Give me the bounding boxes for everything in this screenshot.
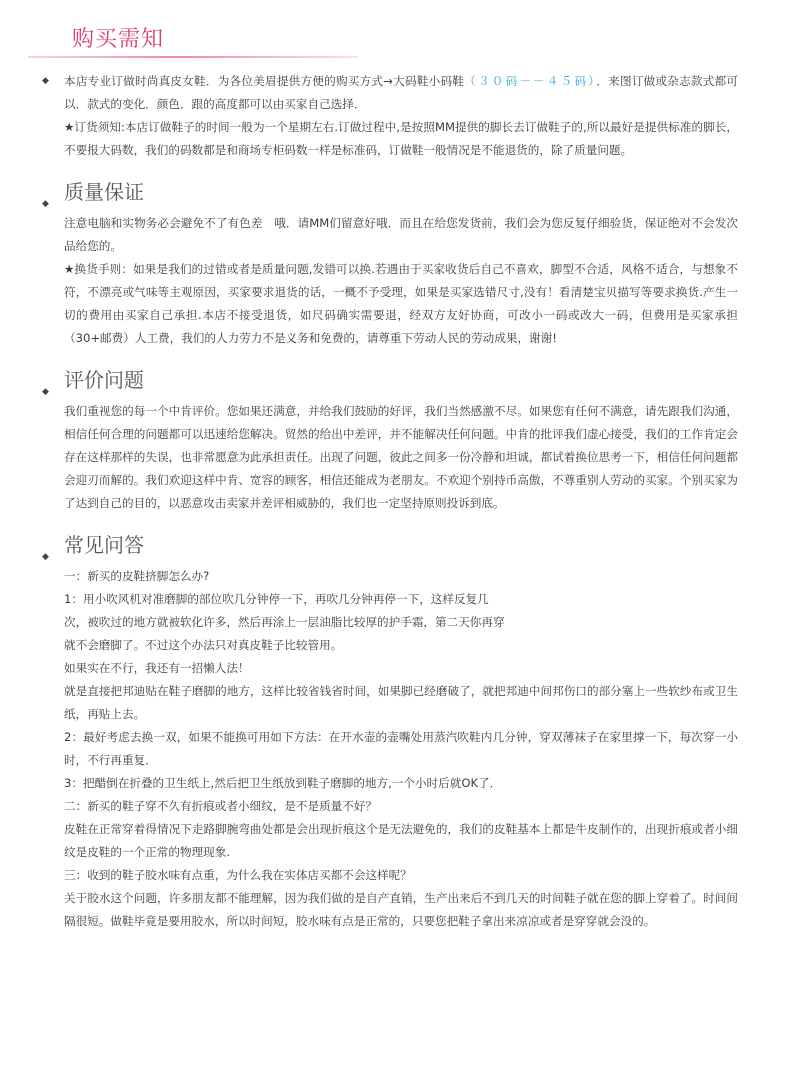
faq-section bbox=[42, 525, 738, 933]
bullet-icon: ◆ bbox=[42, 387, 49, 397]
page-title: 购买需知 bbox=[72, 27, 165, 52]
faq-line: 2：最好考虑去换一双，如果不能换可用如下方法：在开水壶的壶嘴处用蒸汽吹鞋内几分钟，穿双薄袜子在家里撑一下，每次穿一小时，不行再重复． bbox=[64, 730, 738, 767]
intro-section bbox=[42, 70, 738, 162]
review-heading-text: 评价问题 bbox=[64, 368, 144, 392]
bullet-icon: ◆ bbox=[42, 199, 49, 209]
faq-line: 1：用小吹风机对准磨脚的部位吹几分钟停一下，再吹几分钟再停一下，这样反复几 bbox=[64, 592, 489, 606]
quality-paragraph-2: ★换货手则：如果是我们的过错或者是质量问题,发错可以换.若遇由于买家收货后自己不喜欢，脚型不合适，风格不适合，与想象不符，不漂亮或气味等主观原因，买家要求退货的话，一概不予受理，如果是买家选错尺寸,没有！看清楚宝贝描写等要求换货.产生一切的费用由买家自己承担.本店不接受退货，如尺码确实需要退，经双方友好协商，可改小一码或改大一码，但费用是买家承担（30+邮费）人工费，我们的人力劳力不是义务和免费的，请尊重下劳动人民的劳动成果，谢谢! bbox=[64, 262, 738, 345]
review-paragraph: 我们重视您的每一个中肯评价。您如果还满意，并给我们鼓励的好评，我们当然感激不尽。如果您有任何不满意，请先跟我们沟通，相信任何合理的问题都可以迅速给您解决。贸然的给出中差评，并不能解决任何问题。中肯的批评我们虚心接受，我们的工作肯定会存在这样那样的失误，也非常愿意为此承担责任。出现了问题，彼此之间多一份冷静和坦诚，都试着换位思考一下，相信任何问题都会迎刃而解的。我们欢迎这样中肯、宽容的顾客，相信还能成为老朋友。不欢迎个别持币高傲，不尊重别人劳动的买家。个别买家为了达到自己的目的，以恶意攻击卖家并差评相威胁的，我们也一定坚持原则投诉到底。 bbox=[64, 404, 738, 510]
faq-heading-text: 常见问答 bbox=[64, 533, 144, 557]
header bbox=[0, 0, 790, 60]
intro-paragraph bbox=[48, 70, 738, 116]
size-range-highlight: （３０码－－４５码） bbox=[464, 74, 597, 88]
faq-line: 皮鞋在正常穿着得情况下走路脚腕弯曲处都是会出现折痕这个是无法避免的，我们的皮鞋基本上都是牛皮制作的，出现折痕或者小细纹是皮鞋的一个正常的物理现象. bbox=[64, 822, 738, 859]
intro-text-a: 本店专业订做时尚真皮女鞋．为各位美眉提供方便的购买方式→大码鞋小码鞋 bbox=[64, 74, 465, 88]
intro-text-b: ．来图订做或杂志款式都可以．款式的变化．颜色．跟的高度都可以由买家自己选择． bbox=[64, 74, 738, 111]
quality-section bbox=[42, 172, 738, 350]
bullet-icon: ◆ bbox=[42, 76, 49, 86]
faq-line: 三：收到的鞋子胶水味有点重，为什么我在实体店买都不会这样呢？ bbox=[64, 868, 412, 882]
title-underline bbox=[28, 56, 358, 58]
faq-line: 关于胶水这个问题，许多朋友都不能理解，因为我们做的是自产直销，生产出来后不到几天的时间鞋子就在您的脚上穿着了。时间间隔很短。做鞋毕竟是要用胶水，所以时间短，胶水味有点是正常的，只要您把鞋子拿出来凉凉或者是穿穿就会没的。 bbox=[64, 891, 738, 928]
faq-line: 次，被吹过的地方就被软化许多，然后再涂上一层油脂比较厚的护手霜，第二天你再穿 bbox=[64, 615, 505, 629]
content bbox=[42, 66, 738, 933]
faq-line: 就是直接把邦迪贴在鞋子磨脚的地方，这样比较省钱省时间，如果脚已经磨破了，就把邦迪中间邦伤口的部分塞上一些软纱布或卫生纸，再贴上去。 bbox=[64, 684, 738, 721]
bullet-icon: ◆ bbox=[42, 552, 49, 562]
faq-line: 3：把醋倒在折叠的卫生纸上,然后把卫生纸放到鞋子磨脚的地方,一个小时后就OK了． bbox=[64, 776, 502, 790]
review-section bbox=[42, 360, 738, 515]
faq-line: 如果实在不行，我还有一招懒人法！ bbox=[64, 661, 250, 675]
faq-line: 就不会磨脚了。不过这个办法只对真皮鞋子比较管用。 bbox=[64, 638, 343, 652]
faq-line: 一：新买的皮鞋挤脚怎么办? bbox=[64, 569, 210, 583]
quality-paragraph-1: 注意电脑和实物务必会避免不了有色差 哦．请MM们留意好哦．而且在给您发货前，我们会为您反复仔细验货，保证绝对不会发次品给您的。 bbox=[64, 216, 738, 253]
review-heading bbox=[42, 360, 738, 400]
order-notice: ★订货须知:本店订做鞋子的时间一般为一个星期左右.订做过程中,是按照MM提供的脚长去订做鞋子的,所以最好是提供标准的脚长，不要报大码数，我们的码数都是和商场专柜码数一样是标准码，订做鞋一般情况是不能退货的，除了质量问题。 bbox=[64, 120, 738, 157]
quality-heading-text: 质量保证 bbox=[64, 180, 144, 204]
quality-heading bbox=[42, 172, 738, 212]
faq-line: 二：新买的鞋子穿不久有折痕或者小细纹，是不是质量不好？ bbox=[64, 799, 378, 813]
faq-heading bbox=[42, 525, 738, 565]
